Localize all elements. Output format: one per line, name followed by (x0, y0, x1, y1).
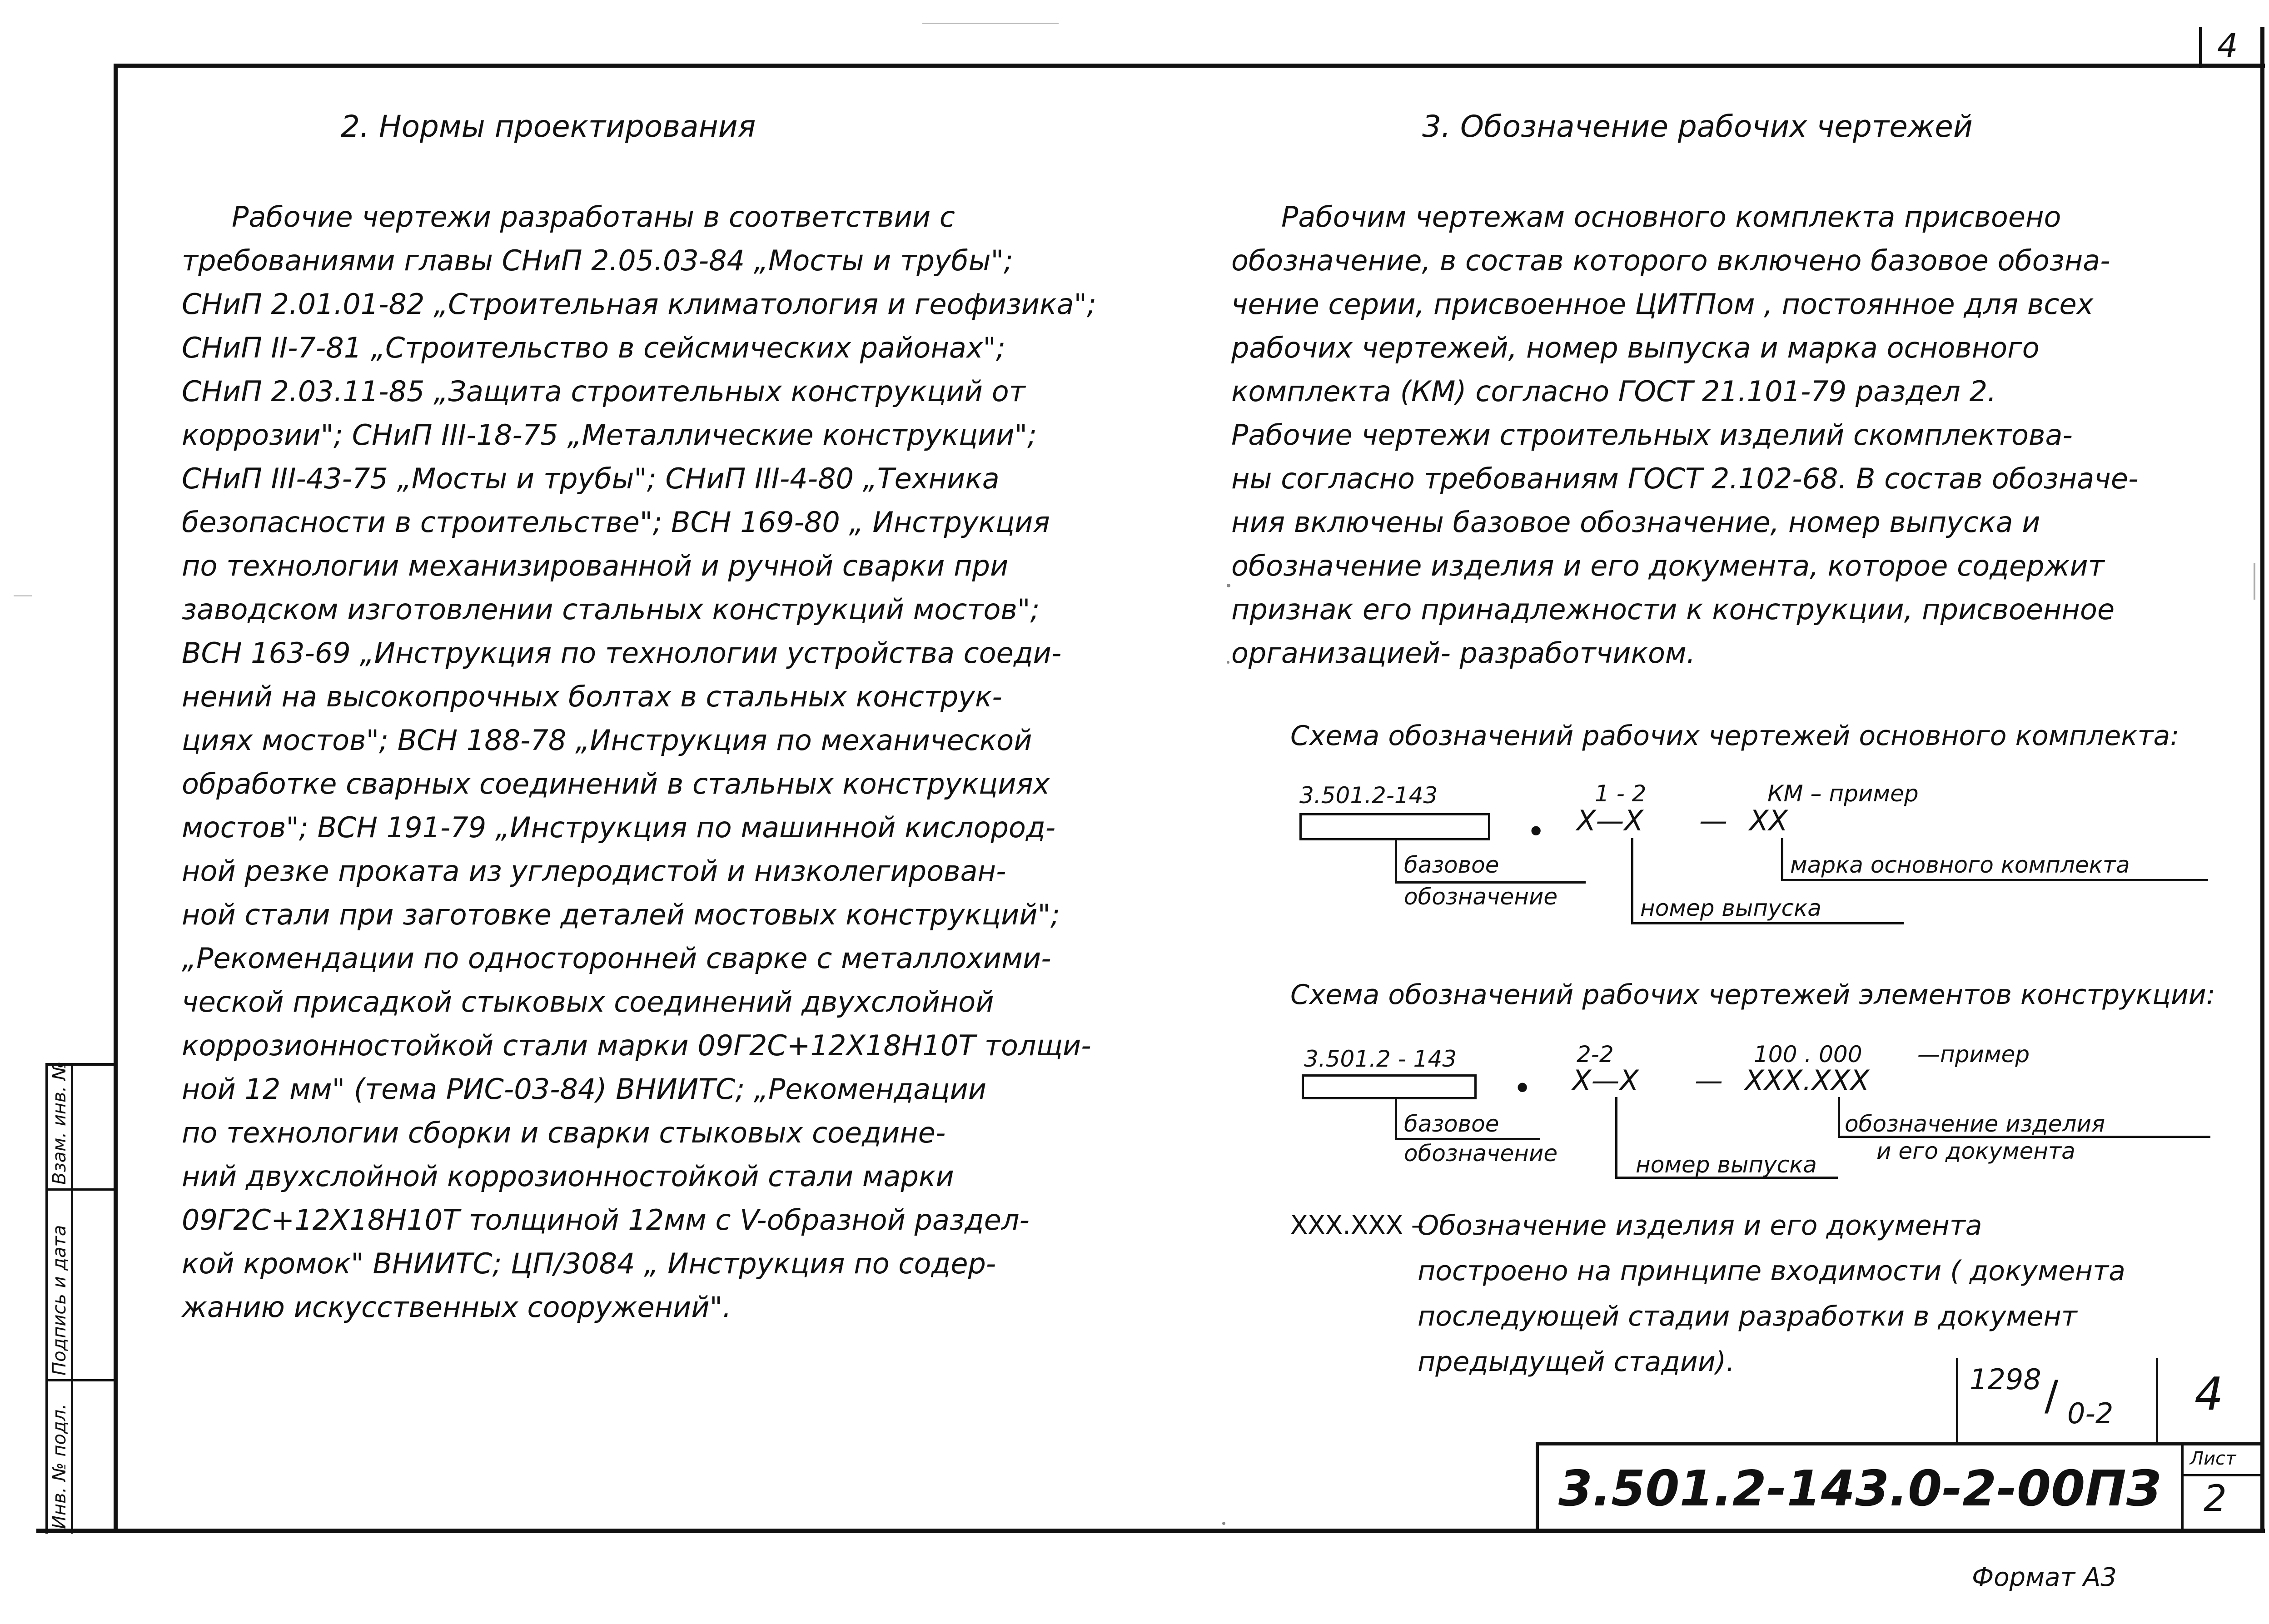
scan-speck (922, 23, 1059, 24)
scheme2-base-box (1302, 1074, 1477, 1099)
scheme2-label-base-2: обозначение (1404, 1140, 1558, 1167)
scan-speck (2254, 563, 2255, 600)
right-line: признак его принадлежности к конструкции, присвоенное (1231, 593, 2115, 626)
scheme1-label-mark: марка основного комплекта (1790, 852, 2130, 878)
tb-main-left (1536, 1442, 1539, 1533)
left-line: циях мостов"; ВСН 188-78 „Инструкция по механической (182, 724, 1032, 757)
scheme2-label-issue: номер выпуска (1636, 1152, 1817, 1178)
scheme2-label-item-1: обозначение изделия (1845, 1111, 2105, 1137)
scheme2-leader-item-v (1838, 1097, 1840, 1138)
left-line: по технологии механизированной и ручной сварки при (182, 549, 1009, 582)
scheme2-base-code: 3.501.2 - 143 (1304, 1046, 1457, 1072)
left-line: нений на высокопрочных болтах в стальных конструк- (182, 680, 1002, 713)
left-line: заводском изготовлении стальных конструкций мостов"; (182, 593, 1040, 626)
scheme2-item-example: —пример (1917, 1041, 2030, 1068)
scan-speck (1227, 661, 1229, 664)
scheme1-issue-top: 1 - 2 (1595, 780, 1647, 807)
scheme1-dot: • (1527, 813, 1546, 850)
left-line: Рабочие чертежи разработаны в соответствии с (232, 200, 955, 233)
left-line: коррозии"; СНиП III-18-75 „Металлические конструкции"; (182, 418, 1037, 452)
right-line: комплекта (КМ) согласно ГОСТ 21.101-79 раздел 2. (1231, 375, 1996, 408)
tb-inv-right (2156, 1358, 2158, 1445)
left-line: 09Г2С+12Х18Н10Т толщиной 12мм с V-образной раздел- (182, 1203, 1030, 1237)
scheme1-issue-bottom: Х—Х (1577, 804, 1643, 837)
title-block (1536, 1358, 2263, 1533)
right-line: Рабочие чертежи строительных изделий скомплектова- (1231, 418, 2073, 452)
corner-box-left (2199, 27, 2202, 68)
left-line: мостов"; ВСН 191-79 „Инструкция по машинной кислород- (182, 811, 1056, 844)
right-line: Рабочим чертежам основного комплекта присвоено (1281, 200, 2061, 233)
left-line: требованиями главы СНиП 2.05.03-84 „Мосты и трубы"; (182, 244, 1013, 277)
format-label: Формат А3 (1972, 1563, 2117, 1592)
tb-sheet-left (2181, 1442, 2184, 1533)
scheme2-label-item-2: и его документа (1876, 1138, 2075, 1164)
scheme1-heading: Схема обозначений рабочих чертежей основного комплекта: (1290, 720, 2179, 752)
note-line: Обозначение изделия и его документа (1418, 1210, 1982, 1242)
tb-sheet-label: Лист (2190, 1448, 2236, 1469)
scan-speck (1227, 584, 1230, 587)
left-line: СНиП II-7-81 „Строительство в сейсмических районах"; (182, 331, 1005, 364)
right-line: ния включены базовое обозначение, номер выпуска и (1231, 506, 2040, 539)
scheme2-item-bottom: ХХХ.ХХХ (1745, 1064, 1870, 1097)
left-line: ческой присадкой стыковых соединений двухслойной (182, 985, 994, 1018)
scheme1-leader-base-v (1395, 838, 1397, 884)
tb-main-top (1536, 1442, 2263, 1445)
scheme1-mark-top: КМ – пример (1767, 780, 1919, 807)
scheme2-dot: • (1513, 1070, 1532, 1107)
left-line: ВСН 163-69 „Инструкция по технологии устройства соеди- (182, 636, 1062, 670)
tb-inventory-slash: / (2045, 1372, 2059, 1420)
tb-inventory-sub: 0-2 (2067, 1397, 2114, 1430)
scheme1-label-base-2: обозначение (1404, 884, 1558, 910)
side-stamp-divider-1 (71, 1066, 73, 1534)
side-stamp-col2: Подпись и дата (49, 1225, 70, 1376)
note-line: последующей стадии разработки в документ (1418, 1301, 2077, 1332)
scheme1-label-issue: номер выпуска (1640, 895, 1821, 921)
left-line: обработке сварных соединений в стальных конструкциях (182, 767, 1050, 800)
tb-inventory: 1298 (1970, 1363, 2041, 1396)
side-stamp-divider-3 (48, 1379, 116, 1381)
corner-sheet-number: 4 (2217, 26, 2238, 65)
scheme2-label-base-1: базовое (1404, 1111, 1499, 1137)
left-line: ной 12 мм" (тема РИС-03-84) ВНИИТС; „Рекомендации (182, 1073, 987, 1106)
scheme2-leader-base-v (1395, 1097, 1397, 1140)
frame-right-line (2260, 27, 2264, 1533)
scheme1-mark-bottom: ХХ (1749, 804, 1788, 837)
note-line: построено на принципе входимости ( документа (1418, 1255, 2125, 1287)
left-body (182, 195, 1096, 1329)
right-line: рабочих чертежей, номер выпуска и марка основного (1231, 331, 2040, 364)
scheme1-leader-mark-v (1781, 838, 1783, 881)
tb-number-right: 4 (2194, 1367, 2224, 1420)
scheme2-heading: Схема обозначений рабочих чертежей элементов конструкции: (1290, 979, 2216, 1011)
scan-speck (14, 595, 32, 596)
left-line: ной резке проката из углеродистой и низколегирован- (182, 854, 1006, 888)
scheme2-item-top: 100 . 000 (1754, 1041, 1862, 1068)
scheme1-leader-issue-h (1631, 922, 1904, 924)
scheme1-base-box (1299, 813, 1490, 840)
left-line: СНиП III-43-75 „Мосты и трубы"; СНиП III-4-80 „Техника (182, 462, 1000, 495)
scan-speck (1222, 1522, 1225, 1525)
side-stamp (45, 1063, 116, 1534)
tb-inv-left (1956, 1358, 1958, 1445)
side-stamp-divider-2 (48, 1188, 116, 1191)
tb-designation: 3.501.2-143.0-2-00ПЗ (1558, 1460, 2161, 1517)
right-line: организацией- разработчиком. (1231, 636, 1696, 670)
tb-sheet-mid (2181, 1474, 2263, 1476)
left-line: кой кромок" ВНИИТС; ЦП/3084 „ Инструкция по содер- (182, 1247, 996, 1280)
right-line: обозначение, в состав которого включено базовое обозна- (1231, 244, 2110, 277)
right-body (1231, 195, 2138, 675)
left-line: коррозионностойкой стали марки 09Г2С+12Х18Н10Т толщи- (182, 1029, 1091, 1062)
note-key: ХХХ.ХХХ – (1290, 1211, 1424, 1240)
scheme1-leader-issue-v (1631, 838, 1633, 924)
right-line: ны согласно требованиям ГОСТ 2.102-68. В состав обозначе- (1231, 462, 2139, 495)
tb-sheet-number: 2 (2204, 1477, 2227, 1520)
scheme1-dash: — (1699, 804, 1727, 837)
left-section-title: 2. Нормы проектирования (341, 109, 756, 144)
scheme2-leader-issue-v (1615, 1097, 1617, 1179)
scheme2-issue-bottom: Х—Х (1572, 1064, 1639, 1097)
right-line: чение серии, присвоенное ЦИТПом , постоянное для всех (1231, 288, 2094, 321)
side-stamp-col3: Взам. инв. № (49, 1061, 70, 1185)
scheme2-issue-top: 2-2 (1577, 1041, 1614, 1068)
scheme1-label-base-1: базовое (1404, 852, 1499, 878)
left-line: безопасности в строительстве"; ВСН 169-80 „ Инструкция (182, 506, 1050, 539)
left-line: СНиП 2.03.11-85 „Защита строительных конструкций от (182, 375, 1025, 408)
right-line: обозначение изделия и его документа, которое содержит (1231, 549, 2105, 582)
left-line: СНиП 2.01.01-82 „Строительная климатология и геофизика"; (182, 288, 1096, 321)
left-line: „Рекомендации по односторонней сварке с металлохими- (182, 942, 1051, 975)
scheme1-leader-mark-h (1781, 879, 2208, 881)
left-line: по технологии сборки и сварки стыковых соедине- (182, 1116, 946, 1149)
side-stamp-col1: Инв. № подл. (49, 1404, 70, 1529)
scheme1-base-code: 3.501.2-143 (1299, 782, 1438, 809)
left-line: ний двухслойной коррозионностойкой стали марки (182, 1160, 954, 1193)
left-line: ной стали при заготовке деталей мостовых конструкций"; (182, 898, 1060, 931)
note-line: предыдущей стадии). (1418, 1346, 1735, 1378)
right-section-title: 3. Обозначение рабочих чертежей (1422, 109, 1973, 144)
scheme2-dash: — (1695, 1064, 1723, 1097)
left-line: жанию искусственных сооружений". (182, 1291, 731, 1324)
note-body (1418, 1203, 2125, 1385)
frame-top-line (114, 64, 2265, 68)
